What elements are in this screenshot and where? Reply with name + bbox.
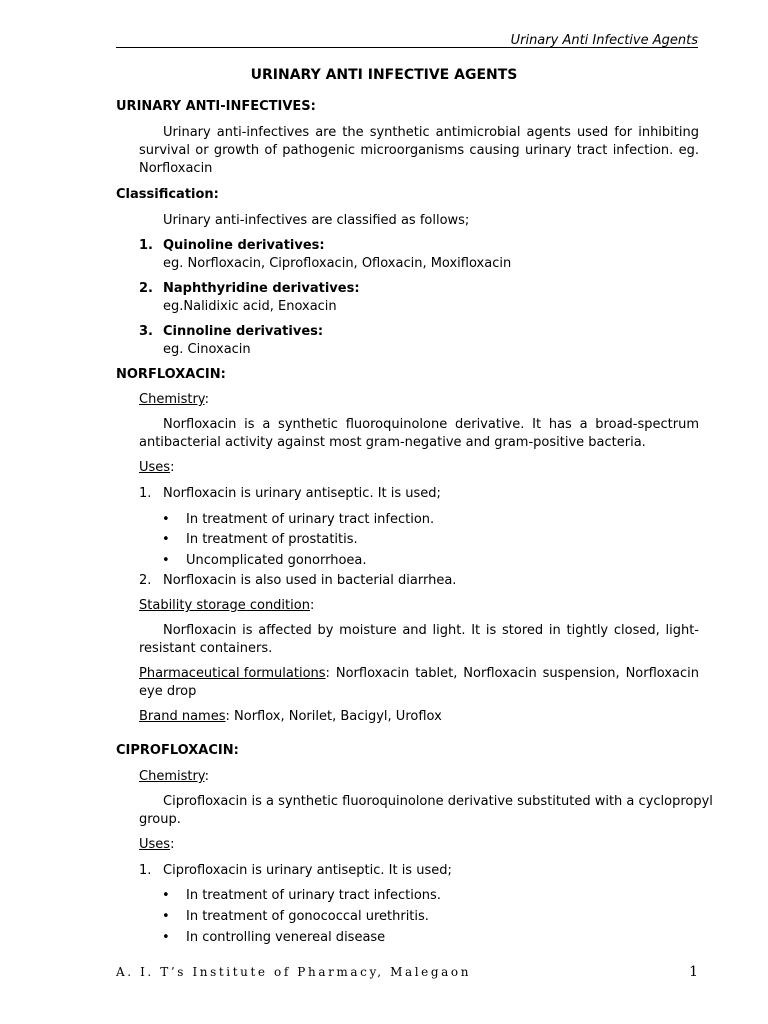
norfloxacin-brand-text: : Norflox, Norilet, Bacigyl, Uroflox xyxy=(225,709,442,724)
bullet-dot-icon: • xyxy=(162,888,170,903)
norfloxacin-use-number-1: 1. xyxy=(139,486,152,501)
norfloxacin-formulations-line-2: eye drop xyxy=(139,684,197,699)
bullet-dot-icon: • xyxy=(162,909,170,924)
norfloxacin-bullet-1: In treatment of urinary tract infection. xyxy=(186,512,435,527)
class-example-1: eg. Norfloxacin, Ciprofloxacin, Ofloxacin, Moxifloxacin xyxy=(163,256,512,271)
class-name-3: Cinnoline derivatives: xyxy=(163,324,324,339)
bullet-dot-icon: • xyxy=(162,553,170,568)
norfloxacin-uses-label-row xyxy=(139,459,174,477)
norfloxacin-bullet-3: Uncomplicated gonorrhoea. xyxy=(186,553,367,568)
norfloxacin-stability-label: Stability storage condition xyxy=(139,598,310,613)
class-name-2: Naphthyridine derivatives: xyxy=(163,281,360,296)
bullet-dot-icon: • xyxy=(162,930,170,945)
norfloxacin-use-number-2: 2. xyxy=(139,573,152,588)
norfloxacin-chemistry-label: Chemistry xyxy=(139,392,205,407)
ciprofloxacin-uses-label-row xyxy=(139,836,174,854)
class-number-3: 3. xyxy=(139,324,153,339)
bullet-dot-icon: • xyxy=(162,532,170,547)
norfloxacin-chemistry-line-1: Norfloxacin is a synthetic fluoroquinolone derivative. It has a broad-spectrum xyxy=(163,417,699,432)
norfloxacin-chemistry-label-row xyxy=(139,391,209,409)
norfloxacin-brand-label: Brand names xyxy=(139,709,226,724)
norfloxacin-formulations-row xyxy=(139,665,699,683)
norfloxacin-uses-label: Uses xyxy=(139,460,171,475)
classification-intro: Urinary anti-infectives are classified as follows; xyxy=(163,213,470,228)
ciprofloxacin-uses-colon: : xyxy=(170,837,175,852)
ciprofloxacin-bullet-2: In treatment of gonococcal urethritis. xyxy=(186,909,429,924)
section-heading-ciprofloxacin: CIPROFLOXACIN: xyxy=(116,743,239,758)
norfloxacin-stability-line-1: Norfloxacin is affected by moisture and light. It is stored in tightly closed, light- xyxy=(163,623,699,638)
ciprofloxacin-use-number-1: 1. xyxy=(139,863,152,878)
section-heading-classification: Classification: xyxy=(116,187,219,202)
class-number-2: 2. xyxy=(139,281,153,296)
norfloxacin-use-1: Norfloxacin is urinary antiseptic. It is used; xyxy=(163,486,441,501)
class-example-2: eg.Nalidixic acid, Enoxacin xyxy=(163,299,337,314)
ciprofloxacin-bullet-1: In treatment of urinary tract infections. xyxy=(186,888,441,903)
running-header: Urinary Anti Infective Agents xyxy=(510,33,698,48)
footer-institute: A. I. T’s Institute of Pharmacy, Malegaon xyxy=(116,965,472,979)
ciprofloxacin-uses-label: Uses xyxy=(139,837,171,852)
ciprofloxacin-chemistry-line-1: Ciprofloxacin is a synthetic fluoroquinolone derivative substituted with a cyclopropyl xyxy=(163,794,713,809)
norfloxacin-stability-line-2: resistant containers. xyxy=(139,641,273,656)
norfloxacin-bullet-2: In treatment of prostatitis. xyxy=(186,532,358,547)
section-heading-norfloxacin: NORFLOXACIN: xyxy=(116,367,226,382)
bullet-dot-icon: • xyxy=(162,512,170,527)
norfloxacin-formulations-label: Pharmaceutical formulations xyxy=(139,666,326,681)
norfloxacin-chemistry-colon: : xyxy=(204,392,209,407)
norfloxacin-stability-colon: : xyxy=(309,598,315,613)
header-divider xyxy=(116,47,698,48)
norfloxacin-stability-label-row xyxy=(139,597,314,615)
norfloxacin-chemistry-line-2: antibacterial activity against most gram-negative and gram-positive bacteria. xyxy=(139,435,646,450)
ciprofloxacin-chemistry-label-row xyxy=(139,768,209,786)
norfloxacin-formulations-text: : Norfloxacin tablet, Norfloxacin suspension, Norfloxacin xyxy=(325,666,699,681)
norfloxacin-brand-row xyxy=(139,708,442,726)
intro-paragraph-line-3: Norfloxacin xyxy=(139,161,213,176)
page-number: 1 xyxy=(689,964,698,980)
intro-paragraph-line-1: Urinary anti-infectives are the synthetic antimicrobial agents used for inhibiting xyxy=(163,125,699,140)
section-heading-urinary-anti-infectives: URINARY ANTI-INFECTIVES: xyxy=(116,99,316,114)
class-example-3: eg. Cinoxacin xyxy=(163,342,251,357)
ciprofloxacin-chemistry-line-2: group. xyxy=(139,812,181,827)
class-number-1: 1. xyxy=(139,238,153,253)
norfloxacin-uses-colon: : xyxy=(170,460,175,475)
class-name-1: Quinoline derivatives: xyxy=(163,238,325,253)
ciprofloxacin-use-1: Ciprofloxacin is urinary antiseptic. It is used; xyxy=(163,863,452,878)
ciprofloxacin-chemistry-label: Chemistry xyxy=(139,769,205,784)
ciprofloxacin-chemistry-colon: : xyxy=(204,769,209,784)
page-title: URINARY ANTI INFECTIVE AGENTS xyxy=(250,67,518,83)
ciprofloxacin-bullet-3: In controlling venereal disease xyxy=(186,930,386,945)
norfloxacin-use-2: Norfloxacin is also used in bacterial diarrhea. xyxy=(163,573,457,588)
intro-paragraph-line-2: survival or growth of pathogenic microorganisms causing urinary tract infection. eg. xyxy=(139,143,699,158)
